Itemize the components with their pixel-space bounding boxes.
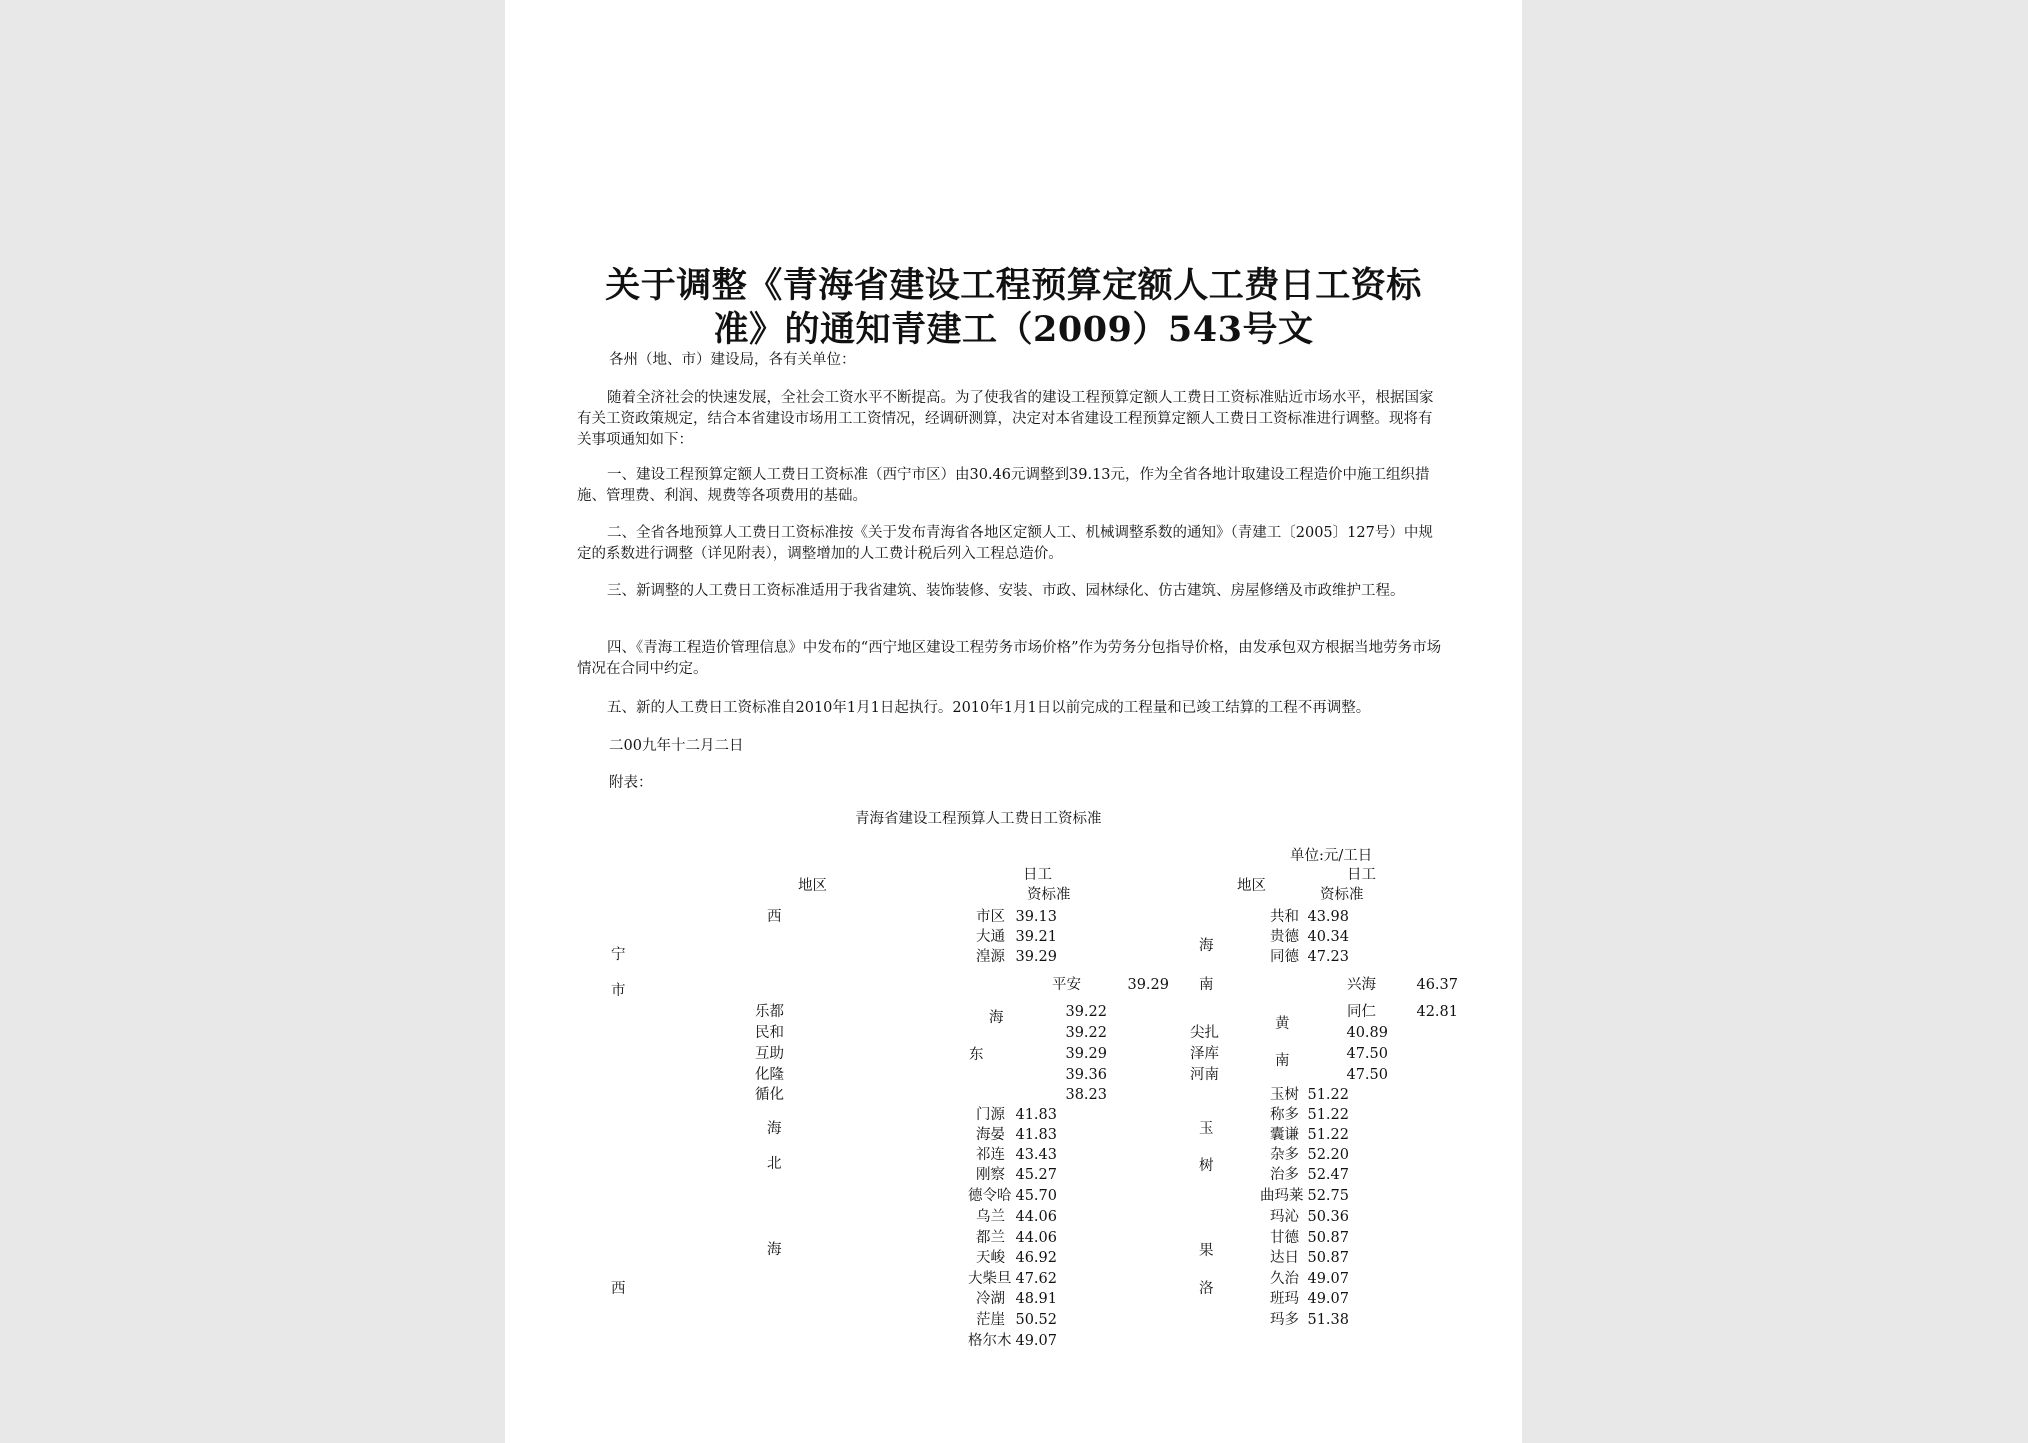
right-row-name: 甘德 bbox=[1270, 1230, 1299, 1246]
header-region-right: 地区 bbox=[1237, 878, 1266, 894]
left-row-name: 祁连 bbox=[976, 1147, 1005, 1163]
group-label-hainan-nan: 南 bbox=[1199, 977, 1214, 993]
left-row-value: 39.29 bbox=[1127, 977, 1169, 993]
left-row-value: 46.92 bbox=[1015, 1250, 1057, 1266]
right-row-value: 51.38 bbox=[1307, 1312, 1349, 1328]
group-label-ning: 宁 bbox=[611, 947, 626, 963]
header-wage-left-line2: 资标准 bbox=[1027, 887, 1071, 903]
right-row-name: 达日 bbox=[1270, 1250, 1299, 1266]
left-row-value: 44.06 bbox=[1015, 1209, 1057, 1225]
left-row-value: 43.43 bbox=[1015, 1147, 1057, 1163]
item-3-paragraph: 三、新调整的人工费日工资标准适用于我省建筑、装饰装修、安装、市政、园林绿化、仿古建筑、房屋修缮及市政维护工程。 bbox=[607, 583, 1405, 599]
group-label-xi: 西 bbox=[767, 909, 782, 925]
group-label-haibei-bei: 北 bbox=[767, 1156, 782, 1172]
left-row-name: 平安 bbox=[1052, 977, 1081, 993]
right-row-name: 玉树 bbox=[1270, 1087, 1299, 1103]
title-line-1: 关于调整《青海省建设工程预算定额人工费日工资标 bbox=[605, 265, 1422, 306]
table-unit: 单位:元/工日 bbox=[1290, 848, 1373, 864]
right-row-value: 47.50 bbox=[1346, 1067, 1388, 1083]
left-row-name: 都兰 bbox=[976, 1230, 1005, 1246]
right-row-value: 50.87 bbox=[1307, 1250, 1349, 1266]
right-row-value: 51.22 bbox=[1307, 1087, 1349, 1103]
left-row-value: 48.91 bbox=[1015, 1291, 1057, 1307]
item-2-paragraph: 二、全省各地预算人工费日工资标准按《关于发布青海省各地区定额人工、机械调整系数的通知》（青建工〔2005〕127号）中规定的系数进行调整（详见附表），调整增加的人工费计税后列入工程总造价。 bbox=[577, 525, 1433, 562]
right-row-value: 51.22 bbox=[1307, 1107, 1349, 1123]
left-row-name: 刚察 bbox=[976, 1167, 1005, 1183]
group-label-guoluo-guo: 果 bbox=[1199, 1243, 1214, 1259]
intro-paragraph: 随着全济社会的快速发展，全社会工资水平不断提高。为了使我省的建设工程预算定额人工费日工资标准贴近市场水平，根据国家有关工资政策规定，结合本省建设市场用工工资情况，经调研测算，决定对本省建设工程预算定额人工费日工资标准进行调整。现将有关事项通知如下： bbox=[577, 390, 1434, 448]
right-row-name: 久治 bbox=[1270, 1271, 1299, 1287]
right-row-value: 43.98 bbox=[1307, 909, 1349, 925]
group-label-shi: 市 bbox=[611, 983, 626, 999]
attachment-label: 附表： bbox=[609, 775, 653, 791]
group-label-haixi-xi: 西 bbox=[611, 1281, 626, 1297]
right-row-value: 51.22 bbox=[1307, 1127, 1349, 1143]
group-label-haibei-hai: 海 bbox=[767, 1121, 782, 1137]
group-label-haidong-dong: 东 bbox=[969, 1047, 984, 1063]
right-row-value: 52.75 bbox=[1307, 1188, 1349, 1204]
right-row-name: 玛多 bbox=[1270, 1312, 1299, 1328]
header-wage-right-line1: 日工 bbox=[1347, 867, 1376, 883]
left-row-name: 德令哈 bbox=[968, 1188, 1012, 1204]
right-row-name: 班玛 bbox=[1270, 1291, 1299, 1307]
right-row-value: 52.20 bbox=[1307, 1147, 1349, 1163]
right-row-value: 42.81 bbox=[1416, 1004, 1458, 1020]
left-row-name: 冷湖 bbox=[976, 1291, 1005, 1307]
right-row-name: 同仁 bbox=[1347, 1004, 1376, 1020]
right-row-value: 46.37 bbox=[1416, 977, 1458, 993]
left-row-name: 乌兰 bbox=[976, 1209, 1005, 1225]
document-page bbox=[505, 0, 1522, 1443]
right-row-name: 同德 bbox=[1270, 949, 1299, 965]
left-row-name: 乐都 bbox=[755, 1004, 784, 1020]
left-row-value: 45.27 bbox=[1015, 1167, 1057, 1183]
right-row-name: 称多 bbox=[1270, 1107, 1299, 1123]
left-row-name: 大通 bbox=[976, 929, 1005, 945]
left-row-value: 39.22 bbox=[1065, 1025, 1107, 1041]
right-row-name: 尖扎 bbox=[1190, 1025, 1219, 1041]
left-row-name: 化隆 bbox=[755, 1067, 784, 1083]
left-row-value: 50.52 bbox=[1015, 1312, 1057, 1328]
left-row-name: 门源 bbox=[976, 1107, 1005, 1123]
right-row-name: 杂多 bbox=[1270, 1147, 1299, 1163]
item-5-paragraph: 五、新的人工费日工资标准自2010年1月1日起执行。2010年1月1日以前完成的工程量和已竣工结算的工程不再调整。 bbox=[607, 700, 1371, 716]
header-wage-right-line2: 资标准 bbox=[1320, 887, 1364, 903]
group-label-huangnan-huang: 黄 bbox=[1275, 1016, 1290, 1032]
right-row-name: 曲玛莱 bbox=[1260, 1188, 1304, 1204]
left-row-name: 海晏 bbox=[976, 1127, 1005, 1143]
right-row-value: 40.89 bbox=[1346, 1025, 1388, 1041]
group-label-haidong-hai: 海 bbox=[989, 1010, 1004, 1026]
right-row-value: 47.50 bbox=[1346, 1046, 1388, 1062]
group-label-yushu-yu: 玉 bbox=[1199, 1121, 1214, 1137]
left-row-value: 39.13 bbox=[1015, 909, 1057, 925]
document-date: 二00九年十二月二日 bbox=[609, 738, 744, 754]
right-row-name: 共和 bbox=[1270, 909, 1299, 925]
right-row-value: 47.23 bbox=[1307, 949, 1349, 965]
left-row-value: 39.29 bbox=[1015, 949, 1057, 965]
left-row-value: 39.22 bbox=[1065, 1004, 1107, 1020]
left-row-name: 天峻 bbox=[976, 1250, 1005, 1266]
right-row-name: 囊谦 bbox=[1270, 1127, 1299, 1143]
group-label-huangnan-nan: 南 bbox=[1275, 1053, 1290, 1069]
left-row-value: 38.23 bbox=[1065, 1087, 1107, 1103]
header-wage-left-line1: 日工 bbox=[1023, 867, 1052, 883]
right-row-value: 49.07 bbox=[1307, 1271, 1349, 1287]
group-label-haixi-hai: 海 bbox=[767, 1242, 782, 1258]
right-row-name: 治多 bbox=[1270, 1167, 1299, 1183]
group-label-hainan-hai: 海 bbox=[1199, 938, 1214, 954]
group-label-yushu-shu: 树 bbox=[1199, 1158, 1214, 1174]
group-label-guoluo-luo: 洛 bbox=[1199, 1281, 1214, 1297]
item-1-paragraph: 一、建设工程预算定额人工费日工资标准（西宁市区）由30.46元调整到39.13元，作为全省各地计取建设工程造价中施工组织措施、管理费、利润、规费等各项费用的基础。 bbox=[577, 467, 1430, 504]
right-row-name: 兴海 bbox=[1347, 977, 1376, 993]
left-row-value: 44.06 bbox=[1015, 1230, 1057, 1246]
right-row-value: 52.47 bbox=[1307, 1167, 1349, 1183]
left-row-value: 39.21 bbox=[1015, 929, 1057, 945]
right-row-value: 49.07 bbox=[1307, 1291, 1349, 1307]
left-row-value: 39.36 bbox=[1065, 1067, 1107, 1083]
left-row-name: 民和 bbox=[755, 1025, 784, 1041]
table-title: 青海省建设工程预算人工费日工资标准 bbox=[855, 811, 1102, 827]
right-row-value: 50.36 bbox=[1307, 1209, 1349, 1225]
left-row-name: 格尔木 bbox=[968, 1333, 1012, 1349]
left-row-name: 湟源 bbox=[976, 949, 1005, 965]
left-row-value: 45.70 bbox=[1015, 1188, 1057, 1204]
right-row-name: 河南 bbox=[1190, 1067, 1219, 1083]
right-row-name: 贵德 bbox=[1270, 929, 1299, 945]
document-title bbox=[505, 264, 1522, 352]
right-row-value: 40.34 bbox=[1307, 929, 1349, 945]
item-4-paragraph: 四、《青海工程造价管理信息》中发布的“西宁地区建设工程劳务市场价格”作为劳务分包指导价格，由发承包双方根据当地劳务市场情况在合同中约定。 bbox=[577, 640, 1442, 677]
left-row-name: 茫崖 bbox=[976, 1312, 1005, 1328]
right-row-name: 玛沁 bbox=[1270, 1209, 1299, 1225]
left-row-value: 41.83 bbox=[1015, 1127, 1057, 1143]
right-row-name: 泽库 bbox=[1190, 1046, 1219, 1062]
left-row-value: 41.83 bbox=[1015, 1107, 1057, 1123]
addressee: 各州（地、市）建设局，各有关单位： bbox=[609, 352, 856, 368]
header-region-left: 地区 bbox=[798, 878, 827, 894]
left-row-value: 39.29 bbox=[1065, 1046, 1107, 1062]
left-row-name: 循化 bbox=[755, 1087, 784, 1103]
left-row-name: 大柴旦 bbox=[968, 1271, 1012, 1287]
left-row-value: 47.62 bbox=[1015, 1271, 1057, 1287]
left-row-value: 49.07 bbox=[1015, 1333, 1057, 1349]
left-row-name: 市区 bbox=[976, 909, 1005, 925]
title-line-2: 准》的通知青建工（2009）543号文 bbox=[713, 309, 1314, 350]
right-row-value: 50.87 bbox=[1307, 1230, 1349, 1246]
left-row-name: 互助 bbox=[755, 1046, 784, 1062]
